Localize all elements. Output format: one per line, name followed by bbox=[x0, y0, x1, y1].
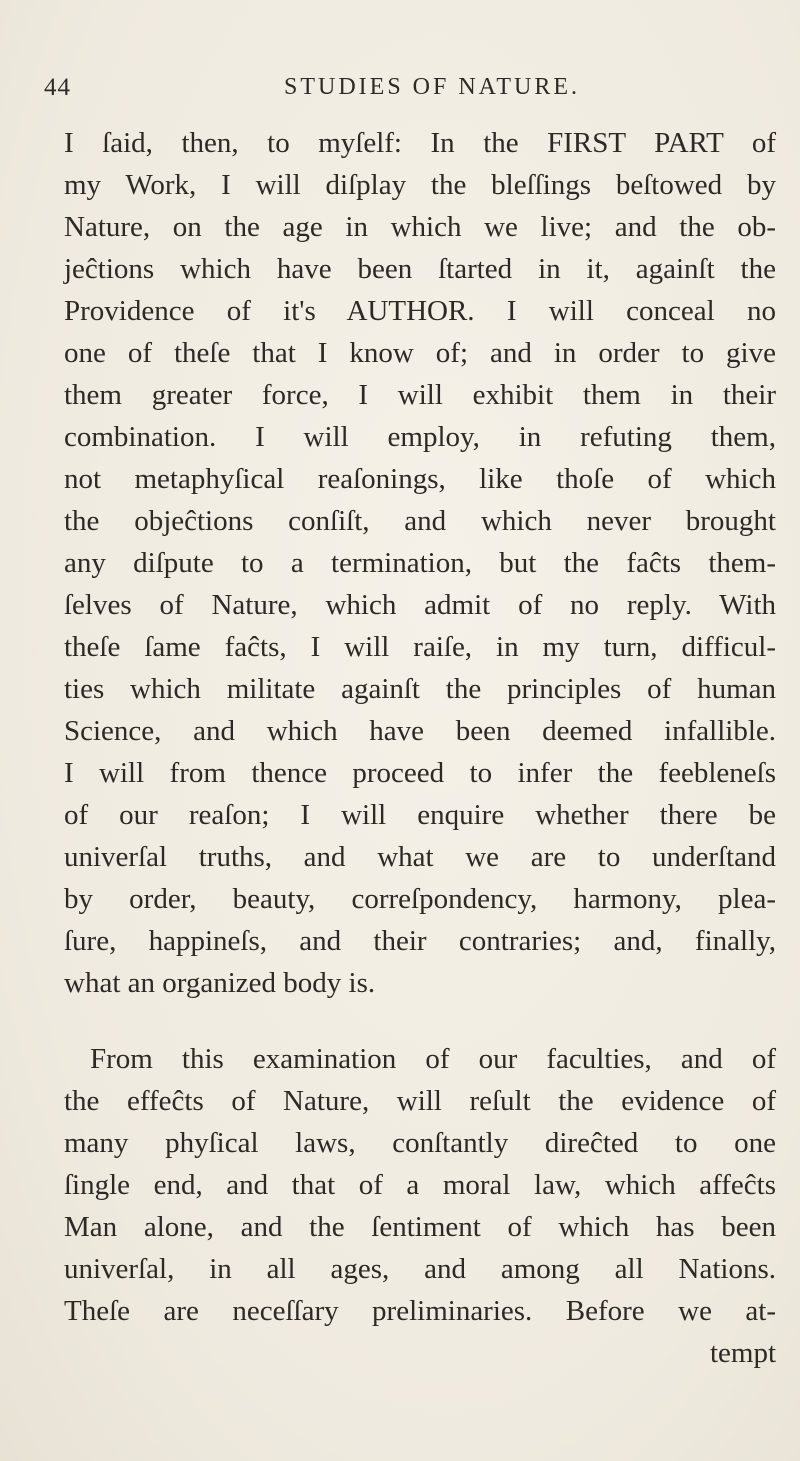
text-line: Theſe are neceſſary preliminaries. Before we at- bbox=[64, 1295, 776, 1327]
text-line: ſingle end, and that of a moral law, which affeĉts bbox=[64, 1169, 776, 1201]
text-line: jeĉtions which have been ſtarted in it, againſt the bbox=[64, 253, 776, 285]
text-line: the effeĉts of Nature, will reſult the evidence of bbox=[64, 1085, 776, 1117]
text-line: my Work, I will diſplay the bleſſings beſtowed by bbox=[64, 169, 776, 201]
text-line: any diſpute to a termination, but the faĉts them- bbox=[64, 547, 776, 579]
page-number: 44 bbox=[44, 74, 71, 101]
text-line: Nature, on the age in which we live; and the ob- bbox=[64, 211, 776, 243]
text-line: them greater force, I will exhibit them in their bbox=[64, 379, 776, 411]
text-line: univerſal, in all ages, and among all Nations. bbox=[64, 1253, 776, 1285]
text-line: by order, beauty, correſpondency, harmony, plea- bbox=[64, 883, 776, 915]
text-line: Science, and which have been deemed infallible. bbox=[64, 715, 776, 747]
catchword: tempt bbox=[709, 1337, 776, 1369]
paragraph-gap bbox=[64, 1004, 776, 1038]
text-line: not metaphyſical reaſonings, like thoſe of which bbox=[64, 463, 776, 495]
body-text bbox=[64, 122, 776, 1374]
running-title: STUDIES OF NATURE. bbox=[284, 74, 581, 100]
text-line: I ſaid, then, to myſelf: In the FIRST PART of bbox=[64, 127, 776, 159]
running-head bbox=[44, 74, 764, 114]
text-line: many phyſical laws, conſtantly direĉted to one bbox=[64, 1127, 776, 1159]
text-line: Providence of it's AUTHOR. I will conceal no bbox=[64, 295, 776, 327]
text-line: theſe ſame faĉts, I will raiſe, in my turn, difficul- bbox=[64, 631, 776, 663]
text-line: Man alone, and the ſentiment of which has been bbox=[64, 1211, 776, 1243]
text-line: ſure, happineſs, and their contraries; and, finally, bbox=[64, 925, 776, 957]
text-line: one of theſe that I know of; and in order to give bbox=[64, 337, 776, 369]
text-line: ſelves of Nature, which admit of no reply. With bbox=[64, 589, 776, 621]
paragraph-1 bbox=[64, 122, 776, 1004]
paragraph-2 bbox=[64, 1038, 776, 1374]
text-line: univerſal truths, and what we are to underſtand bbox=[64, 841, 776, 873]
text-line: of our reaſon; I will enquire whether there be bbox=[64, 799, 776, 831]
text-line: combination. I will employ, in refuting them, bbox=[64, 421, 776, 453]
text-line: the objeĉtions conſiſt, and which never brought bbox=[64, 505, 776, 537]
text-line: ties which militate againſt the principles of human bbox=[64, 673, 776, 705]
text-line: I will from thence proceed to infer the feebleneſs bbox=[64, 757, 776, 789]
text-line: From this examination of our faculties, and of bbox=[90, 1043, 776, 1075]
text-line: what an organized body is. bbox=[64, 967, 376, 999]
